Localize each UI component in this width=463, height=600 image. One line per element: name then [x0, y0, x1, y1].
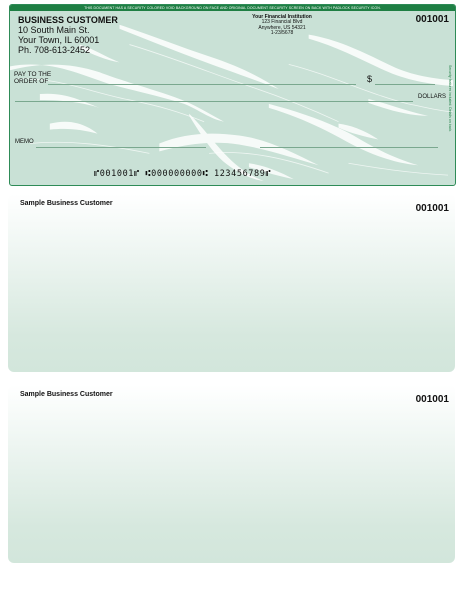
bank-name: Your Financial Institution: [252, 14, 312, 20]
stub-check-number: 001001: [415, 394, 449, 405]
pay-to-label: [14, 72, 51, 85]
amount-box-line: [375, 84, 435, 85]
stub-customer-name: Sample Business Customer: [20, 200, 113, 207]
business-phone: Ph. 708-613-2452: [18, 45, 91, 55]
business-address-line1: 10 South Main St.: [18, 25, 90, 35]
dollars-label: DOLLARS: [418, 94, 447, 100]
pay-to-line2: ORDER OF: [14, 77, 49, 85]
memo-label: MEMO: [15, 139, 34, 145]
stub-check-number: 001001: [415, 203, 449, 214]
memo-line: [36, 147, 206, 148]
pay-to-line1: PAY TO THE: [14, 71, 52, 78]
stub-customer-name: Sample Business Customer: [20, 391, 113, 398]
voucher-stub-1: [8, 194, 455, 372]
payee-line: [48, 84, 356, 85]
signature-line: [260, 147, 438, 148]
bank-address1: 123 Financial Blvd: [261, 19, 303, 26]
check-face: [9, 4, 456, 186]
security-side-text: Security features included. Details on back.: [448, 65, 452, 133]
business-name: BUSINESS CUSTOMER: [18, 15, 118, 25]
business-address-line2: Your Town, IL 60001: [18, 35, 100, 45]
micr-line: ⑈001001⑈ ⑆000000000⑆ 123456789⑈: [94, 169, 272, 179]
voucher-stub-2: [8, 385, 455, 563]
dollar-sign: $: [367, 74, 373, 84]
bank-routing-fraction: 1-23/5678: [270, 29, 294, 36]
security-notice-band: THIS DOCUMENT HAS A SECURITY COLORED VOID BACKGROUND ON FACE AND ORIGINAL DOCUMENT SECURITY SCREEN ON BACK WITH PADLOCK SECURITY ICON.: [10, 5, 455, 11]
amount-words-line: [15, 101, 413, 102]
check-number: 001001: [415, 14, 449, 25]
bank-address2: Anywhere, US 54321: [258, 24, 306, 31]
bank-info: [232, 15, 332, 36]
